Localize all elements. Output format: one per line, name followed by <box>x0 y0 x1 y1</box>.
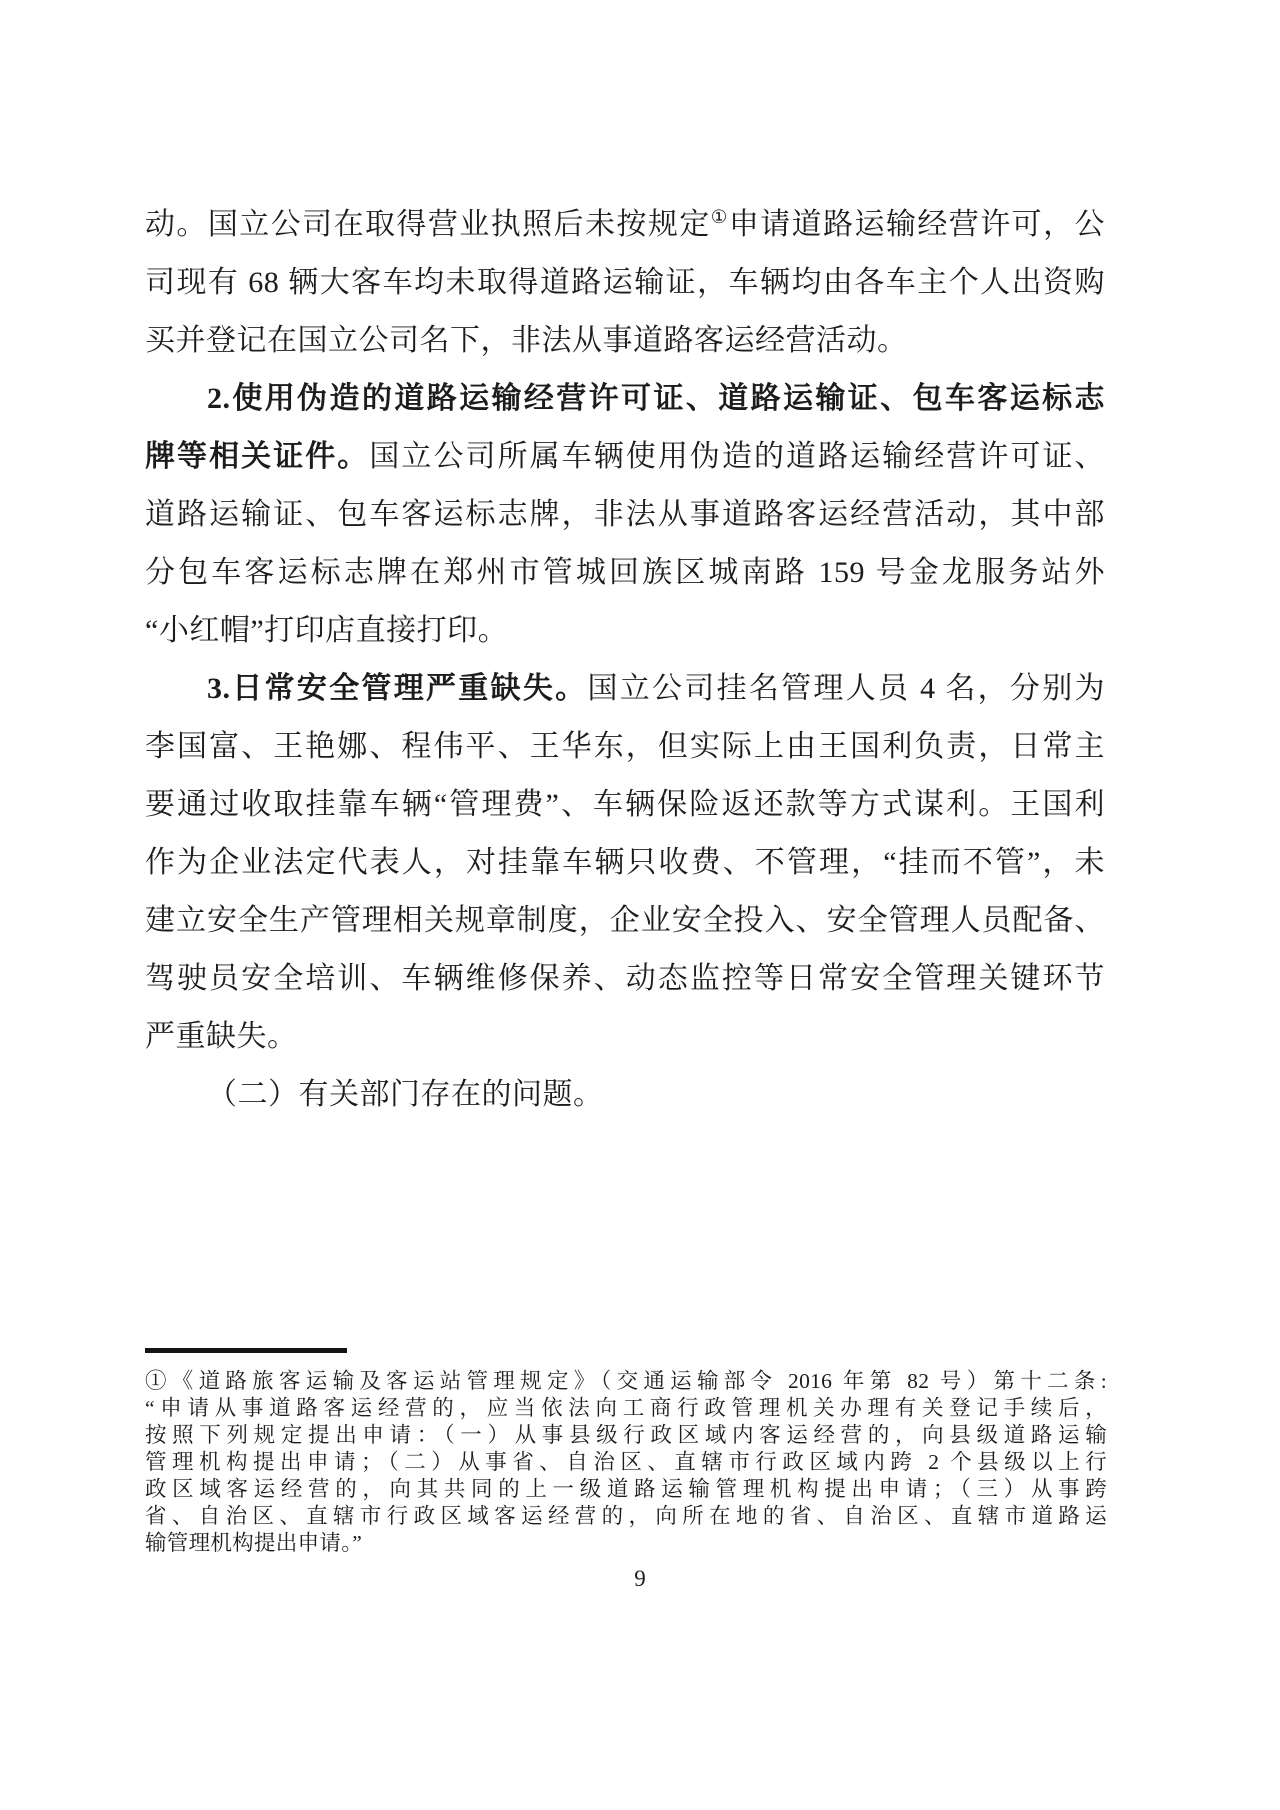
footnote-line <box>145 1368 1107 1395</box>
text-segment: ①《道路旅客运输及客运站管理规定》（交通运输部令 2016 年第 82 号）第十二条: <box>145 1369 1107 1393</box>
body-line <box>145 196 1105 254</box>
body-line <box>145 776 1105 834</box>
footnote-line <box>145 1476 1107 1503</box>
body-line <box>145 950 1105 1008</box>
footnote <box>145 1368 1107 1557</box>
footnote-separator <box>145 1348 347 1353</box>
footnote-line <box>145 1503 1107 1530</box>
text-segment: 买并登记在国立公司名下，非法从事道路客运经营活动。 <box>145 324 908 357</box>
body-line <box>145 892 1105 950</box>
text-segment: 输管理机构提出申请。” <box>145 1531 363 1555</box>
text-segment: 管理机构提出申请；（二）从事省、自治区、直辖市行政区域内跨 2 个县级以上行 <box>145 1450 1107 1474</box>
text-segment: 建立安全生产管理相关规章制度，企业安全投入、安全管理人员配备、 <box>145 904 1105 937</box>
footnote-line <box>145 1395 1107 1422</box>
text-segment: 李国富、王艳娜、程伟平、王华东，但实际上由王国利负责，日常主 <box>145 730 1105 763</box>
body-line <box>145 254 1105 312</box>
body-line <box>145 602 1105 660</box>
text-segment: “申请从事道路客运经营的，应当依法向工商行政管理机关办理有关登记手续后， <box>145 1396 1107 1420</box>
text-segment: 严重缺失。 <box>145 1020 298 1053</box>
text-segment: 牌等相关证件。 <box>145 440 370 473</box>
text-segment: 分包车客运标志牌在郑州市管城回族区城南路 159 号金龙服务站外 <box>145 556 1105 589</box>
footnote-ref-superscript: ① <box>710 207 729 228</box>
body-text <box>145 196 1105 1124</box>
body-line <box>145 370 1105 428</box>
text-segment: “小红帽”打印店直接打印。 <box>145 614 509 647</box>
text-segment: 道路运输证、包车客运标志牌，非法从事道路客运经营活动，其中部 <box>145 498 1105 531</box>
body-line <box>145 1066 1105 1124</box>
text-segment: 2.使用伪造的道路运输经营许可证、道路运输证、包车客运标志 <box>207 382 1105 415</box>
text-segment: 司现有 68 辆大客车均未取得道路运输证，车辆均由各车主个人出资购 <box>145 266 1105 299</box>
body-line <box>145 312 1105 370</box>
body-line <box>145 718 1105 776</box>
text-segment: 省、自治区、直辖市行政区域客运经营的，向所在地的省、自治区、直辖市道路运 <box>145 1504 1107 1528</box>
footnote-line <box>145 1449 1107 1476</box>
text-segment: 要通过收取挂靠车辆“管理费”、车辆保险返还款等方式谋利。王国利 <box>145 788 1105 821</box>
text-segment: 动。国立公司在取得营业执照后未按规定 <box>145 208 711 241</box>
footnote-line <box>145 1530 1107 1557</box>
text-segment: 申请道路运输经营许可，公 <box>728 208 1106 241</box>
body-line <box>145 428 1105 486</box>
text-segment: 国立公司挂名管理人员 4 名，分别为 <box>587 672 1106 705</box>
body-line <box>145 660 1105 718</box>
text-segment: 3.日常安全管理严重缺失。 <box>207 672 588 705</box>
body-line <box>145 834 1105 892</box>
footnote-line <box>145 1422 1107 1449</box>
text-segment: 作为企业法定代表人，对挂靠车辆只收费、不管理，“挂而不管”，未 <box>145 846 1105 879</box>
text-segment: 政区域客运经营的，向其共同的上一级道路运输管理机构提出申请；（三）从事跨 <box>145 1477 1107 1501</box>
body-line <box>145 1008 1105 1066</box>
text-segment: 国立公司所属车辆使用伪造的道路运输经营许可证、 <box>369 440 1106 473</box>
text-segment: 按照下列规定提出申请：（一）从事县级行政区域内客运经营的，向县级道路运输 <box>145 1423 1107 1447</box>
body-line <box>145 544 1105 602</box>
page-number: 9 <box>634 1566 646 1591</box>
text-segment: 驾驶员安全培训、车辆维修保养、动态监控等日常安全管理关键环节 <box>145 962 1105 995</box>
body-line <box>145 486 1105 544</box>
text-segment: （二）有关部门存在的问题。 <box>207 1078 604 1111</box>
